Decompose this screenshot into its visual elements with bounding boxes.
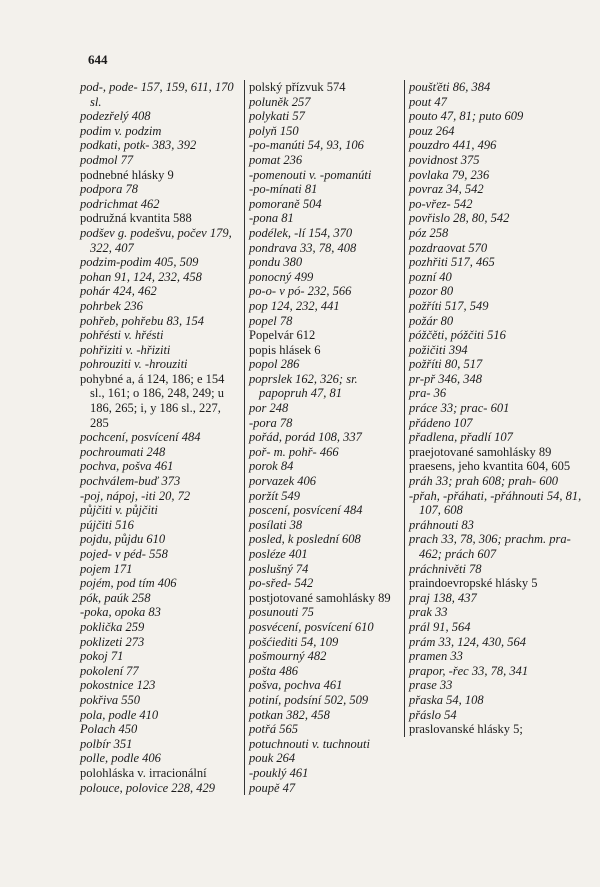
index-entry: přaska 54, 108 [409,692,484,707]
index-entry: podezřelý 408 [80,109,151,124]
index-column-1 [80,80,240,795]
index-entry: pohrbek 236 [80,298,143,313]
index-entry: po-o- v pó- 232, 566 [249,284,352,299]
index-entry: pozhřiti 517, 465 [409,255,495,270]
index-entry: prase 33 [409,678,453,693]
index-entry: poklizeti 273 [80,634,145,649]
index-entry: -přah, -přáhati, -přáhnouti 54, 81, 107, 608 [409,488,582,518]
index-entry: podpora 78 [80,182,138,197]
index-entry: pramen 33 [409,649,463,664]
index-entry: pojém, pod tím 406 [80,576,177,591]
index-entry: poscení, posvícení 484 [249,503,363,518]
index-entry: prach 33, 78, 306; prachm. pra- 462; prách 607 [409,532,571,561]
index-entry: postjotované samohlásky 89 [249,590,391,605]
index-entry: pochválem-buď 373 [80,474,181,489]
index-entry: praslovanské hlásky 5; [409,722,523,737]
index-entry: pochcení, posvícení 484 [80,430,201,445]
index-entry: por 248 [249,401,289,416]
index-entry: pohybné a, á 124, 186; e 154 sl., 161; o 186, 248, 249; u 186, 265; i, y 186 sl., 227, 285 [80,371,225,430]
index-entry: pondrava 33, 78, 408 [249,240,357,255]
index-entry: podkati, potk- 383, 392 [80,138,197,153]
index-entry: pošta 486 [249,663,298,678]
index-entry: pondu 380 [249,255,303,270]
index-entry: pohan 91, 124, 232, 458 [80,269,202,284]
index-entry: poluněk 257 [249,94,311,109]
index-entry: potiní, podsíní 502, 509 [249,692,369,707]
index-entry: práhnouti 83 [409,517,474,532]
index-entry: polbír 351 [80,736,133,751]
index-entry: přadlena, přadlí 107 [409,430,513,445]
index-entry: -pomenouti v. -pomanúti [249,167,372,182]
index-entry: práce 33; prac- 601 [409,401,510,416]
index-entry: -pora 78 [249,415,293,430]
index-entry: potkan 382, 458 [249,707,330,722]
index-entry: práh 33; prah 608; prah- 600 [409,474,558,489]
index-entry: pomoraně 504 [249,196,322,211]
index-entry: -pona 81 [249,211,294,226]
index-entry: pr-př 346, 348 [409,371,483,386]
index-entry: pra- 36 [409,386,447,401]
index-entry: pohár 424, 462 [80,284,157,299]
index-entry: pojed- v péd- 558 [80,547,168,561]
index-entry: požříti 80, 517 [409,357,483,372]
index-entry: póžčěti, póžčiti 516 [409,328,506,343]
index-entry: pohřiziti v. -hřiziti [80,342,171,357]
index-entry: pokostnice 123 [80,678,156,693]
index-entry: poušťěti 86, 384 [409,80,491,94]
index-entry: popis hlásek 6 [249,342,321,357]
index-entry: pošćiediti 54, 109 [249,634,339,649]
index-entry: porvazek 406 [249,474,316,489]
index-entry: prapor, -řec 33, 78, 341 [409,663,529,678]
index-entry: pokoj 71 [80,649,124,664]
index-entry: popel 78 [249,313,293,328]
index-entry: pouzdro 441, 496 [409,138,497,153]
index-entry: pomat 236 [249,152,303,167]
index-entry: polský přízvuk 574 [249,80,346,94]
index-entry: povřislo 28, 80, 542 [409,211,510,226]
index-entry: pohrouziti v. -hrouziti [80,357,188,372]
index-entry: posunouti 75 [249,605,314,620]
index-entry: požříti 517, 549 [409,298,489,313]
index-entry: podim v. podzim [80,123,162,138]
index-entry: pouk 264 [249,751,296,766]
index-entry: poprslek 162, 326; sr. papopruh 47, 81 [249,371,358,401]
index-entry: povidnost 375 [409,152,480,167]
index-entry: podélek, -lí 154, 370 [249,225,353,240]
index-entry: podnebné hlásky 9 [80,167,174,182]
index-entry: pod-, pode- 157, 159, 611, 170 sl. [80,80,234,109]
index-entry: poklička 259 [80,619,145,634]
index-entry: -po-mínati 81 [249,182,318,197]
index-entry: pozní 40 [409,269,452,284]
index-entry: póz 258 [409,225,449,240]
index-entry: posvécení, posvícení 610 [249,619,374,634]
index-entry: ponocný 499 [249,269,314,284]
index-entry: pújčiti 516 [80,517,134,532]
index-entry: pochva, pošva 461 [80,459,174,474]
index-entry: pouz 264 [409,123,455,138]
index-entry: pokřiva 550 [80,692,141,707]
index-entry: podmol 77 [80,152,134,167]
index-entry: poupě 47 [249,780,296,795]
index-entry: po-vřez- 542 [409,196,473,211]
index-entry: prál 91, 564 [409,619,471,634]
index-entry: posílati 38 [249,517,303,532]
index-entry: po-sřed- 542 [249,576,314,591]
index-entry: pop 124, 232, 441 [249,298,340,313]
index-entry: pohřésti v. hřésti [80,328,164,343]
index-entry: pochroumati 248 [80,444,166,459]
index-entry: požár 80 [409,313,454,328]
index-entry: podružná kvantita 588 [80,211,192,226]
index-entry: poslušný 74 [249,561,309,576]
index-entry: Polach 450 [80,722,138,737]
index-entry: podrichmat 462 [80,196,160,211]
index-entry: -poka, opoka 83 [80,605,161,620]
index-entry: půjčiti v. půjčiti [80,503,158,518]
page-number: 644 [88,52,108,67]
index-entry: -poj, nápoj, -iti 20, 72 [80,488,191,503]
index-entry: poržít 549 [249,488,301,503]
index-entry: posled, k poslední 608 [249,532,361,547]
index-entry: pošmourný 482 [249,649,327,664]
index-entry: -pouklý 461 [249,765,309,780]
index-entry: polle, podle 406 [80,751,161,766]
index-entry: potřá 565 [249,722,298,737]
index-entry: pouto 47, 81; puto 609 [409,109,524,124]
index-entry: prám 33, 124, 430, 564 [409,634,527,649]
index-entry: pokolení 77 [80,663,139,678]
index-entry: porok 84 [249,459,294,474]
index-entry: posléze 401 [249,547,308,561]
index-entry: Popelvár 612 [249,328,316,343]
index-column-2 [244,80,404,795]
index-entry: pola, podle 410 [80,707,159,722]
index-entry: povlaka 79, 236 [409,167,490,182]
index-entry: praj 138, 437 [409,590,477,605]
index-entry: popol 286 [249,357,300,372]
index-entry: praindoevropské hlásky 5 [409,576,538,591]
index-entry: přádeno 107 [409,415,473,430]
index-entry: požičiti 394 [409,342,468,357]
index-entry: polykati 57 [249,109,305,124]
index-entry: přáslo 54 [409,707,457,722]
index-entry: podšev g. podešvu, počev 179, 322, 407 [80,225,232,255]
index-entry: praejotované samohlásky 89 [409,444,552,459]
index-entry: pohřeb, pohřebu 83, 154 [80,313,204,328]
index-entry: povraz 34, 542 [409,182,484,197]
index-entry: pozdraovat 570 [409,240,488,255]
index-entry: polyň 150 [249,123,299,138]
index-entry: polouce, polovice 228, 429 [80,780,216,795]
index-entry: podzim-podim 405, 509 [80,255,199,270]
index-entry: prak 33 [409,605,448,620]
index-entry: poř- m. pohř- 466 [249,444,339,459]
index-entry: pořád, porád 108, 337 [249,430,362,445]
index-entry: polohláska v. irracionální [80,765,207,780]
index-entry: pojdu, půjdu 610 [80,532,166,547]
index-entry: -po-manúti 54, 93, 106 [249,138,364,153]
index-column-3 [404,80,587,737]
index-entry: pók, paúk 258 [80,590,151,605]
index-entry: pojem 171 [80,561,133,576]
index-entry: pout 47 [409,94,447,109]
index-entry: pošva, pochva 461 [249,678,343,693]
index-entry: praesens, jeho kvantita 604, 605 [409,459,571,474]
index-entry: pozor 80 [409,284,454,299]
index-entry: potuchnouti v. tuchnouti [249,736,370,751]
index-entry: práchnivěti 78 [409,561,482,576]
